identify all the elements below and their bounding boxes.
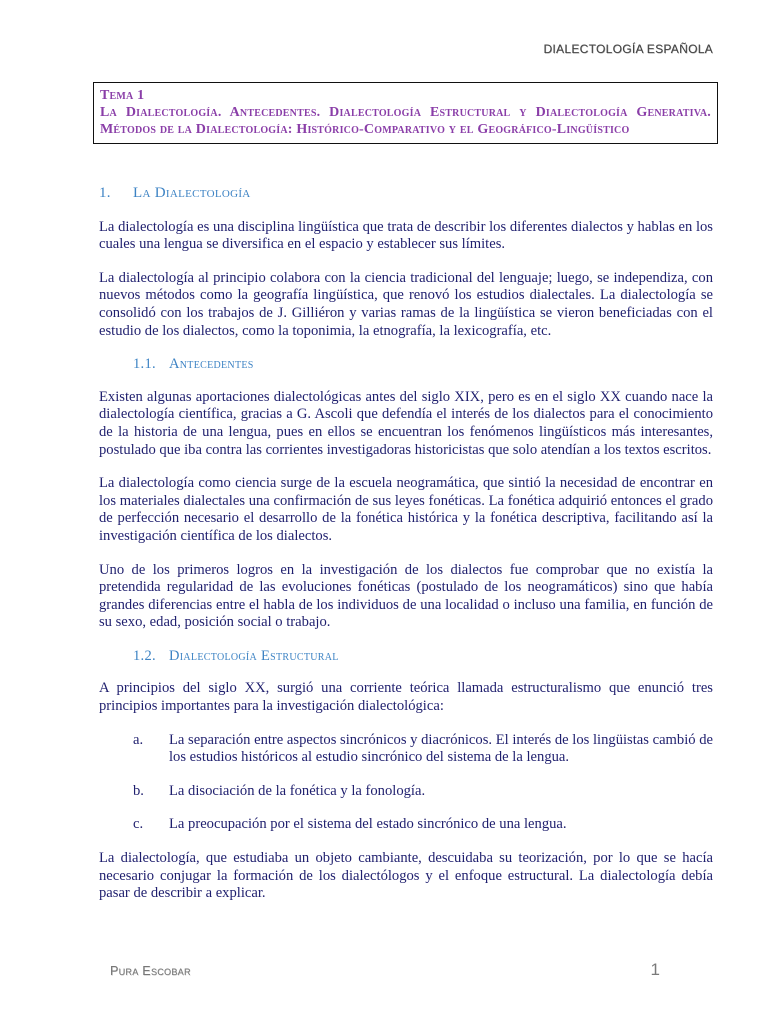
paragraph: La dialectología como ciencia surge de la escuela neogramática, que sintió la necesidad de encontrar en los materiales dialectales una confirmación de sus leyes fonéticas. La fonética adquirió entonces el grado de perfección necesario el desarrollo de la fonética histórica y la fonética descriptiva, facilitando así la investigación científica de los dialectos. xyxy=(99,475,713,544)
paragraph: Existen algunas aportaciones dialectológicas antes del siglo XIX, pero es en el siglo XX cuando nace la dialectología científica, gracias a G. Ascoli que defendía el interés de los dialectos para el conocimiento de la historia de una lengua, pues en ellos se encuentran los fenómenos lingüísticos más interesantes, postulado que iba contra las corrientes investigadoras historicistas que solo atendían a los textos escritos. xyxy=(99,388,713,458)
list-item-text: La separación entre aspectos sincrónicos y diacrónicos. El interés de los lingüistas cambió de los estudios históricos al estudio sincrónico del sistema de la lengua. xyxy=(169,731,713,766)
paragraph: La dialectología es una disciplina lingüística que trata de describir los diferentes dialectos y hablas en los cuales una lengua se diversifica en el espacio y establecer sus límites. xyxy=(99,218,713,253)
list-marker: c. xyxy=(133,816,144,833)
footer-author: Pura Escobar xyxy=(110,964,191,978)
paragraph: A principios del siglo XX, surgió una corriente teórica llamada estructuralismo que enunció tres principios importantes para la investigación dialectológica: xyxy=(99,680,713,715)
subsection-number: 1.2. xyxy=(133,647,156,664)
list-item xyxy=(133,783,713,801)
topic-label: Tema 1 xyxy=(100,88,145,103)
list-item-text: La preocupación por el sistema del estado sincrónico de una lengua. xyxy=(169,816,567,833)
subsection-title: Antecedentes xyxy=(169,356,254,373)
list-marker: b. xyxy=(133,782,144,799)
subsection-number: 1.1. xyxy=(133,356,156,373)
paragraph: La dialectología al principio colabora con la ciencia tradicional del lenguaje; luego, se independiza, con nuevos métodos como la geografía lingüística, que renovó los estudios dialectales. La dialectología se consolidó con los trabajos de J. Gilliéron y varias ramas de la lingüística se vieron beneficiadas con el estudio de los dialectos, como la toponimia, la etnografía, la lexicografía, etc. xyxy=(99,269,713,339)
section-heading-1 xyxy=(99,185,713,203)
page-number: 1 xyxy=(650,960,660,979)
section-number: 1. xyxy=(99,185,111,201)
principles-list xyxy=(133,732,713,834)
section-title: La Dialectología xyxy=(133,185,251,201)
paragraph: La dialectología, que estudiaba un objeto cambiante, descuidaba su teorización, por lo que se hacía necesario conjugar la formación de los dialectólogos y el enfoque estructural. La dialectología debía pasar de describir a explicar. xyxy=(99,850,713,902)
list-item xyxy=(133,816,713,834)
paragraph: Uno de los primeros logros en la investigación de los dialectos fue comprobar que no existía la pretendida regularidad de las evoluciones fonéticas (postulado de los neogramáticos) sino que había grandes diferencias entre el habla de los individuos de una localidad o incluso una familia, en función de su sexo, edad, posición social o trabajo. xyxy=(99,561,713,631)
list-item-text: La disociación de la fonética y la fonología. xyxy=(169,782,426,799)
subsection-heading-1-2 xyxy=(133,648,713,666)
topic-text: La Dialectología. Antecedentes. Dialectología Estructural y Dialectología Generativa. Métodos de la Dialectología: Histórico-Comparativo y el Geográfico-Lingüístico xyxy=(100,105,711,137)
topic-box xyxy=(93,82,718,144)
running-header-title: DIALECTOLOGÍA ESPAÑOLA xyxy=(543,42,713,56)
list-marker: a. xyxy=(133,731,144,748)
subsection-title: Dialectología Estructural xyxy=(169,647,339,664)
list-item xyxy=(133,732,713,767)
subsection-heading-1-1 xyxy=(133,356,713,374)
document-body xyxy=(99,185,713,919)
